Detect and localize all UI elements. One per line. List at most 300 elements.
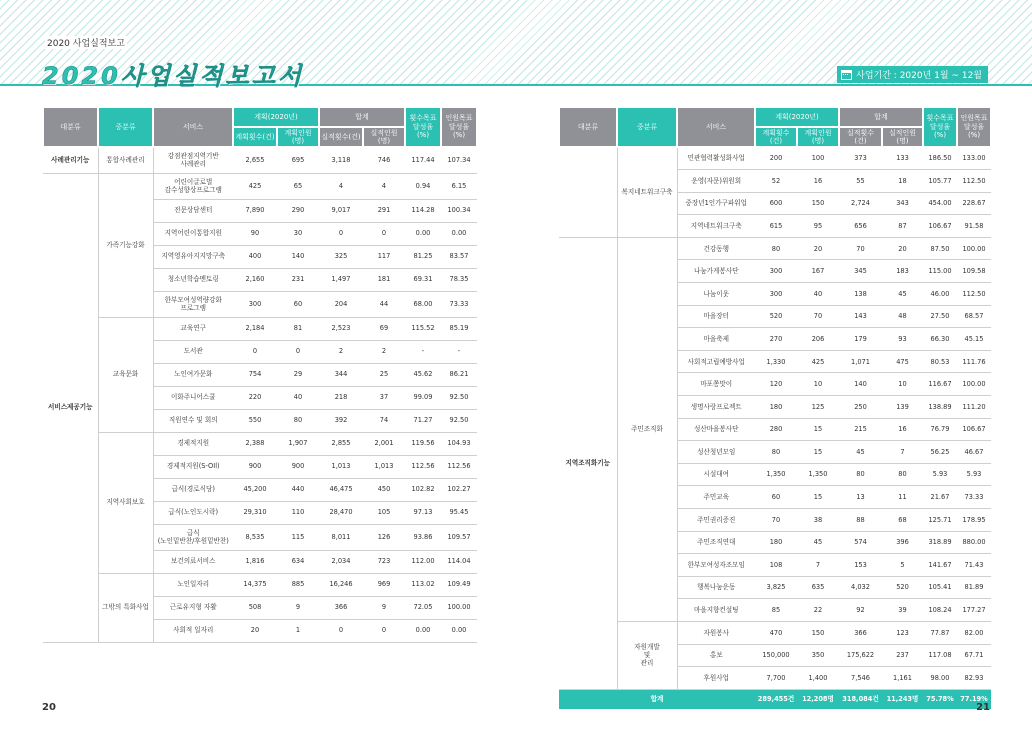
total-people-rate: 77.19%: [957, 689, 991, 709]
count-rate: 71.27: [405, 409, 441, 432]
total-count-rate: 75.78%: [923, 689, 957, 709]
actual-people: 87: [882, 215, 923, 238]
mid-category: 가족기능강화: [98, 173, 153, 317]
actual-people: 5: [882, 554, 923, 577]
service-name: 근로유지형 자활: [153, 596, 233, 619]
actual-people: 39: [882, 599, 923, 622]
count-rate: 141.67: [923, 554, 957, 577]
service-name: 자원봉사: [677, 621, 755, 644]
people-rate: 92.50: [441, 386, 477, 409]
actual-people: 475: [882, 350, 923, 373]
count-rate: 76.79: [923, 418, 957, 441]
actual-people: 11: [882, 486, 923, 509]
people-rate: 100.34: [441, 199, 477, 222]
count-rate: 112.56: [405, 455, 441, 478]
actual-count: 13: [839, 486, 882, 509]
actual-count: 92: [839, 599, 882, 622]
count-rate: 21.67: [923, 486, 957, 509]
table-row: [43, 173, 477, 199]
people-rate: 177.27: [957, 599, 991, 622]
plan-count: 8,535: [233, 524, 277, 550]
people-rate: 109.57: [441, 524, 477, 550]
plan-people: 206: [797, 328, 839, 351]
service-name: 나눔가게봉사단: [677, 260, 755, 283]
actual-count: 325: [319, 245, 363, 268]
major-category: 서비스제공기능: [43, 173, 98, 642]
actual-count: 4: [319, 173, 363, 199]
service-name: 직원연수 및 회의: [153, 409, 233, 432]
actual-people: 123: [882, 621, 923, 644]
actual-count: 2,034: [319, 550, 363, 573]
service-name: 어린이글로벌 감수성향상프로그램: [153, 173, 233, 199]
header-people-rate: 인원목표 달성율 (%): [957, 107, 991, 147]
actual-count: 45: [839, 441, 882, 464]
plan-people: 80: [277, 409, 319, 432]
actual-count: 366: [319, 596, 363, 619]
total-actual-people: 11,243명: [882, 689, 923, 709]
plan-count: 520: [755, 305, 797, 328]
plan-count: 2,655: [233, 147, 277, 173]
people-rate: 107.34: [441, 147, 477, 173]
total-plan-count: 289,455건: [755, 689, 797, 709]
plan-people: 425: [797, 350, 839, 373]
people-rate: 82.93: [957, 667, 991, 690]
plan-count: 7,700: [755, 667, 797, 690]
plan-count: 1,816: [233, 550, 277, 573]
count-rate: 93.86: [405, 524, 441, 550]
count-rate: 105.41: [923, 576, 957, 599]
actual-people: 74: [363, 409, 405, 432]
count-rate: 102.82: [405, 478, 441, 501]
actual-count: 250: [839, 396, 882, 419]
plan-people: 81: [277, 317, 319, 340]
count-rate: 46.00: [923, 283, 957, 306]
plan-people: 15: [797, 441, 839, 464]
actual-people: 9: [363, 596, 405, 619]
actual-count: 366: [839, 621, 882, 644]
plan-count: 280: [755, 418, 797, 441]
people-rate: 82.00: [957, 621, 991, 644]
actual-people: 139: [882, 396, 923, 419]
plan-people: 1: [277, 619, 319, 642]
plan-count: 3,825: [755, 576, 797, 599]
count-rate: 77.87: [923, 621, 957, 644]
plan-count: 470: [755, 621, 797, 644]
people-rate: 880.00: [957, 531, 991, 554]
plan-people: 1,400: [797, 667, 839, 690]
header-plan: 계획(2020년): [755, 107, 839, 127]
service-name: 한부모여성자조모임: [677, 554, 755, 577]
service-name: 경제적지원(S-OIl): [153, 455, 233, 478]
count-rate: 117.08: [923, 644, 957, 667]
actual-people: 181: [363, 268, 405, 291]
count-rate: 113.02: [405, 573, 441, 596]
plan-count: 120: [755, 373, 797, 396]
people-rate: 111.76: [957, 350, 991, 373]
service-name: 주민조직연대: [677, 531, 755, 554]
major-category: 사례관리기능: [43, 147, 98, 173]
count-rate: 0.00: [405, 222, 441, 245]
count-rate: 454.00: [923, 192, 957, 215]
actual-count: 392: [319, 409, 363, 432]
plan-people: 9: [277, 596, 319, 619]
count-rate: 97.13: [405, 501, 441, 524]
table-row: [43, 317, 477, 340]
actual-people: 2,001: [363, 432, 405, 455]
service-name: 생명사랑프로젝트: [677, 396, 755, 419]
people-rate: 102.27: [441, 478, 477, 501]
service-name: 나눔이웃: [677, 283, 755, 306]
actual-people: 0: [363, 619, 405, 642]
actual-people: 746: [363, 147, 405, 173]
service-name: 민관협력활성화사업: [677, 147, 755, 170]
people-rate: 109.58: [957, 260, 991, 283]
count-rate: 0.00: [405, 619, 441, 642]
report-label: 2020 사업실적보고: [45, 36, 127, 49]
people-rate: 0.00: [441, 222, 477, 245]
header-mid: 중분류: [617, 107, 677, 147]
right-results-table: [558, 106, 992, 709]
count-rate: 115.00: [923, 260, 957, 283]
actual-count: 2,855: [319, 432, 363, 455]
people-rate: 228.67: [957, 192, 991, 215]
actual-count: 344: [319, 363, 363, 386]
header-service: 서비스: [153, 107, 233, 147]
actual-people: 10: [882, 373, 923, 396]
mid-category: 통합사례관리: [98, 147, 153, 173]
people-rate: 5.93: [957, 463, 991, 486]
plan-people: 110: [277, 501, 319, 524]
plan-count: 615: [755, 215, 797, 238]
service-name: 사회적고립예방사업: [677, 350, 755, 373]
actual-count: 656: [839, 215, 882, 238]
people-rate: 104.93: [441, 432, 477, 455]
actual-people: 343: [882, 192, 923, 215]
plan-count: 200: [755, 147, 797, 170]
actual-people: 396: [882, 531, 923, 554]
service-name: 마포쫑맛이: [677, 373, 755, 396]
actual-people: 4: [363, 173, 405, 199]
actual-people: 7: [882, 441, 923, 464]
plan-count: 220: [233, 386, 277, 409]
service-name: 주민권리증진: [677, 509, 755, 532]
people-rate: 100.00: [957, 237, 991, 260]
actual-people: 25: [363, 363, 405, 386]
plan-count: 600: [755, 192, 797, 215]
plan-count: 52: [755, 170, 797, 193]
actual-people: 68: [882, 509, 923, 532]
plan-people: 231: [277, 268, 319, 291]
actual-count: 143: [839, 305, 882, 328]
service-name: 마을지향컨설팅: [677, 599, 755, 622]
count-rate: 138.89: [923, 396, 957, 419]
plan-count: 1,330: [755, 350, 797, 373]
plan-count: 60: [755, 486, 797, 509]
count-rate: 81.25: [405, 245, 441, 268]
people-rate: 112.50: [957, 283, 991, 306]
count-rate: 56.25: [923, 441, 957, 464]
count-rate: 114.28: [405, 199, 441, 222]
people-rate: 106.67: [957, 418, 991, 441]
page-number-left: 20: [42, 702, 56, 713]
actual-people: 450: [363, 478, 405, 501]
actual-people: 969: [363, 573, 405, 596]
count-rate: 106.67: [923, 215, 957, 238]
actual-count: 1,013: [319, 455, 363, 478]
actual-people: 2: [363, 340, 405, 363]
service-name: 급식(경로식당): [153, 478, 233, 501]
plan-people: 10: [797, 373, 839, 396]
plan-count: 754: [233, 363, 277, 386]
major-category: 지역조직화기능: [559, 237, 617, 689]
actual-people: 117: [363, 245, 405, 268]
actual-people: 133: [882, 147, 923, 170]
service-name: 교육연구: [153, 317, 233, 340]
mid-category: 주민조직화: [617, 237, 677, 621]
actual-count: 7,546: [839, 667, 882, 690]
actual-count: 46,475: [319, 478, 363, 501]
period-badge: [837, 66, 988, 83]
plan-people: 29: [277, 363, 319, 386]
actual-count: 1,071: [839, 350, 882, 373]
people-rate: -: [441, 340, 477, 363]
people-rate: 109.49: [441, 573, 477, 596]
plan-count: 80: [755, 441, 797, 464]
people-rate: 67.71: [957, 644, 991, 667]
plan-count: 14,375: [233, 573, 277, 596]
plan-people: 167: [797, 260, 839, 283]
plan-people: 65: [277, 173, 319, 199]
actual-count: 204: [319, 291, 363, 317]
plan-people: 70: [797, 305, 839, 328]
actual-people: 723: [363, 550, 405, 573]
plan-count: 7,890: [233, 199, 277, 222]
service-name: 경제적지원: [153, 432, 233, 455]
plan-people: 40: [797, 283, 839, 306]
count-rate: -: [405, 340, 441, 363]
header-major: 대분류: [559, 107, 617, 147]
service-name: 사회적 일자리: [153, 619, 233, 642]
plan-count: 180: [755, 531, 797, 554]
plan-people: 7: [797, 554, 839, 577]
count-rate: 115.52: [405, 317, 441, 340]
table-row: [559, 147, 991, 170]
count-rate: 318.89: [923, 531, 957, 554]
count-rate: 105.77: [923, 170, 957, 193]
plan-count: 2,160: [233, 268, 277, 291]
service-name: 노인여가문화: [153, 363, 233, 386]
plan-count: 85: [755, 599, 797, 622]
service-name: 후원사업: [677, 667, 755, 690]
mid-category: 지역사회보호: [98, 432, 153, 573]
people-rate: 95.45: [441, 501, 477, 524]
actual-count: 2,724: [839, 192, 882, 215]
plan-people: 30: [277, 222, 319, 245]
actual-count: 345: [839, 260, 882, 283]
table-row: [559, 621, 991, 644]
plan-count: 300: [233, 291, 277, 317]
actual-count: 373: [839, 147, 882, 170]
count-rate: 112.00: [405, 550, 441, 573]
service-name: 도서관: [153, 340, 233, 363]
people-rate: 71.43: [957, 554, 991, 577]
header-plan-count: 계획횟수(건): [233, 127, 277, 147]
plan-people: 60: [277, 291, 319, 317]
actual-count: 3,118: [319, 147, 363, 173]
count-rate: 69.31: [405, 268, 441, 291]
actual-people: 520: [882, 576, 923, 599]
people-rate: 45.15: [957, 328, 991, 351]
plan-people: 95: [797, 215, 839, 238]
actual-people: 80: [882, 463, 923, 486]
actual-people: 45: [882, 283, 923, 306]
people-rate: 73.33: [441, 291, 477, 317]
people-rate: 111.20: [957, 396, 991, 419]
plan-people: 20: [797, 237, 839, 260]
service-name: 강점관점지역기반 사례관리: [153, 147, 233, 173]
plan-people: 1,350: [797, 463, 839, 486]
people-rate: 0.00: [441, 619, 477, 642]
header-plan-people: 계획인원(명): [797, 127, 839, 147]
plan-count: 900: [233, 455, 277, 478]
people-rate: 133.00: [957, 147, 991, 170]
service-name: 이화주니어스쿨: [153, 386, 233, 409]
header-count-rate: 횟수목표 달성율 (%): [923, 107, 957, 147]
table-row: [43, 573, 477, 596]
service-name: 운영(자문)위원회: [677, 170, 755, 193]
table-row: [559, 237, 991, 260]
count-rate: 80.53: [923, 350, 957, 373]
people-rate: 86.21: [441, 363, 477, 386]
people-rate: 92.50: [441, 409, 477, 432]
count-rate: 99.09: [405, 386, 441, 409]
actual-people: 44: [363, 291, 405, 317]
plan-people: 695: [277, 147, 319, 173]
people-rate: 73.33: [957, 486, 991, 509]
actual-count: 2,523: [319, 317, 363, 340]
plan-people: 885: [277, 573, 319, 596]
actual-people: 291: [363, 199, 405, 222]
service-name: 보건의료서비스: [153, 550, 233, 573]
actual-people: 48: [882, 305, 923, 328]
people-rate: 112.56: [441, 455, 477, 478]
actual-people: 1,013: [363, 455, 405, 478]
page-title: 2020사업실적보고서: [42, 62, 305, 90]
calendar-icon: [841, 70, 852, 80]
total-label: 합계: [559, 689, 755, 709]
actual-count: 138: [839, 283, 882, 306]
plan-count: 2,184: [233, 317, 277, 340]
plan-people: 15: [797, 418, 839, 441]
plan-people: 140: [277, 245, 319, 268]
service-name: 전문상담센터: [153, 199, 233, 222]
actual-people: 93: [882, 328, 923, 351]
count-rate: 125.71: [923, 509, 957, 532]
page-number-right: 21: [976, 702, 990, 713]
people-rate: 178.95: [957, 509, 991, 532]
actual-count: 28,470: [319, 501, 363, 524]
count-rate: 72.05: [405, 596, 441, 619]
header-plan: 계획(2020년): [233, 107, 319, 127]
total-actual-count: 318,084건: [839, 689, 882, 709]
plan-count: 1,350: [755, 463, 797, 486]
actual-count: 218: [319, 386, 363, 409]
count-rate: 0.94: [405, 173, 441, 199]
header-total: 합계: [319, 107, 405, 127]
plan-people: 1,907: [277, 432, 319, 455]
actual-people: 105: [363, 501, 405, 524]
people-rate: 112.50: [957, 170, 991, 193]
mid-category: 교육문화: [98, 317, 153, 432]
actual-people: 37: [363, 386, 405, 409]
total-row: [559, 689, 991, 709]
plan-count: 0: [233, 340, 277, 363]
header-actual-count: 실적횟수(건): [319, 127, 363, 147]
header-mid: 중분류: [98, 107, 153, 147]
actual-count: 574: [839, 531, 882, 554]
table-row: [43, 147, 477, 173]
plan-people: 115: [277, 524, 319, 550]
service-name: 급식 (노인밑반찬/후원밑반찬): [153, 524, 233, 550]
count-rate: 117.44: [405, 147, 441, 173]
plan-people: 150: [797, 192, 839, 215]
actual-count: 140: [839, 373, 882, 396]
header-actual-count: 실적횟수(건): [839, 127, 882, 147]
service-name: 중장년1인가구파워업: [677, 192, 755, 215]
actual-count: 175,622: [839, 644, 882, 667]
plan-count: 20: [233, 619, 277, 642]
actual-count: 9,017: [319, 199, 363, 222]
actual-people: 0: [363, 222, 405, 245]
service-name: 지역영유아지지망구축: [153, 245, 233, 268]
service-name: 급식(노인도시락): [153, 501, 233, 524]
service-name: 시설대여: [677, 463, 755, 486]
plan-count: 2,388: [233, 432, 277, 455]
people-rate: 100.00: [957, 373, 991, 396]
actual-people: 16: [882, 418, 923, 441]
service-name: 행복나눔운동: [677, 576, 755, 599]
service-name: 지역어린이통합지원: [153, 222, 233, 245]
plan-people: 350: [797, 644, 839, 667]
actual-people: 1,161: [882, 667, 923, 690]
count-rate: 186.50: [923, 147, 957, 170]
service-name: 마을장터: [677, 305, 755, 328]
plan-people: 634: [277, 550, 319, 573]
count-rate: 68.00: [405, 291, 441, 317]
period-text: 사업기간 : 2020년 1월 ~ 12월: [856, 71, 982, 81]
plan-count: 80: [755, 237, 797, 260]
service-name: 홍보: [677, 644, 755, 667]
actual-people: 18: [882, 170, 923, 193]
plan-count: 425: [233, 173, 277, 199]
actual-count: 2: [319, 340, 363, 363]
actual-count: 80: [839, 463, 882, 486]
count-rate: 116.67: [923, 373, 957, 396]
actual-count: 1,497: [319, 268, 363, 291]
plan-people: 290: [277, 199, 319, 222]
actual-people: 183: [882, 260, 923, 283]
plan-count: 180: [755, 396, 797, 419]
header-people-rate: 인원목표 달성율 (%): [441, 107, 477, 147]
count-rate: 98.00: [923, 667, 957, 690]
count-rate: 66.30: [923, 328, 957, 351]
plan-count: 45,200: [233, 478, 277, 501]
service-name: 건강동행: [677, 237, 755, 260]
service-name: 마을축제: [677, 328, 755, 351]
header-service: 서비스: [677, 107, 755, 147]
service-name: 성산마을봉사단: [677, 418, 755, 441]
people-rate: 85.19: [441, 317, 477, 340]
